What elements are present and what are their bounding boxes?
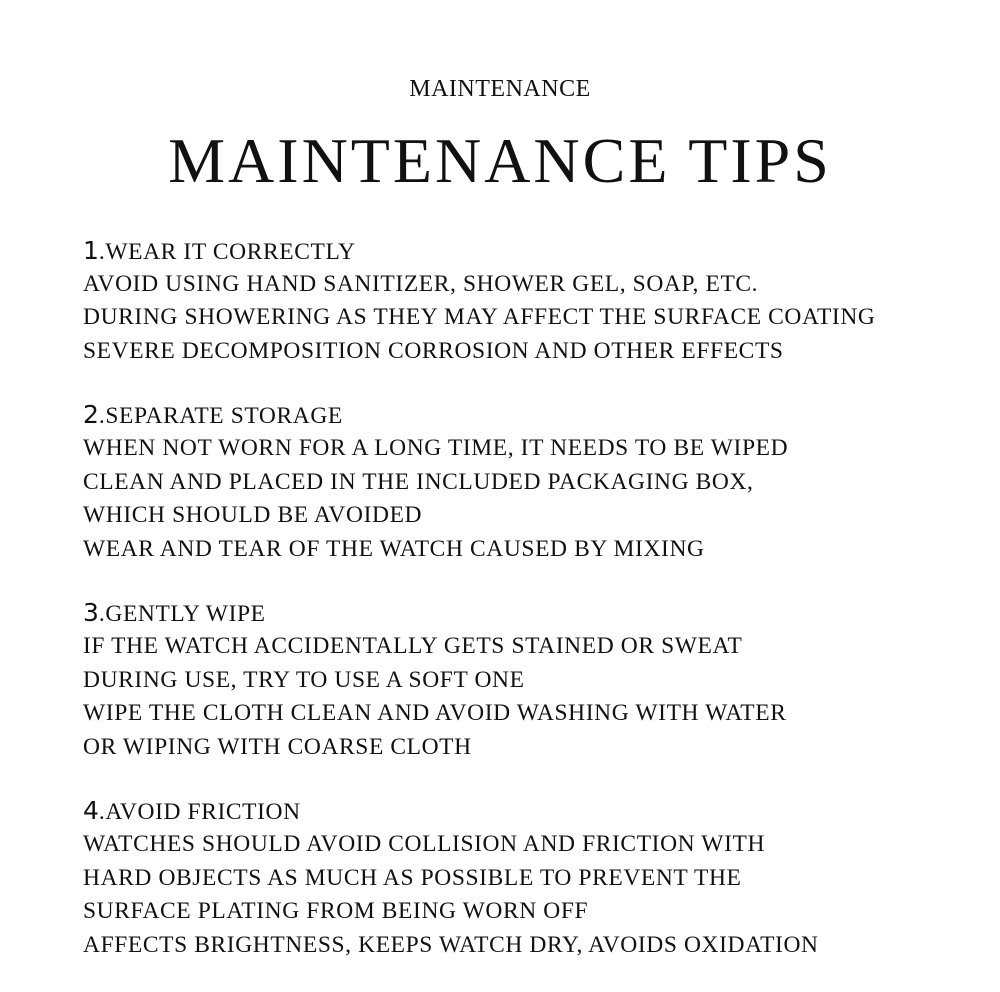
- tip-heading-text: .GENTLY WIPE: [98, 601, 266, 628]
- tip-gently-wipe: [83, 596, 973, 764]
- tip-line: WATCHES SHOULD AVOID COLLISION AND FRICTION WITH: [83, 830, 766, 857]
- tip-heading-text: .SEPARATE STORAGE: [98, 403, 343, 430]
- page-kicker: MAINTENANCE: [409, 76, 591, 102]
- tip-heading: [83, 234, 973, 268]
- page-title: MAINTENANCE TIPS: [168, 125, 832, 196]
- tip-line: IF THE WATCH ACCIDENTALLY GETS STAINED OR SWEAT: [83, 632, 743, 659]
- tip-heading-text: .AVOID FRICTION: [98, 799, 301, 826]
- tip-line: WHICH SHOULD BE AVOIDED: [83, 502, 423, 529]
- tip-line: OR WIPING WITH COARSE CLOTH: [83, 733, 472, 760]
- tip-line: SEVERE DECOMPOSITION CORROSION AND OTHER EFFECTS: [83, 337, 784, 364]
- tip-number: 1: [83, 236, 99, 265]
- tip-number: 4: [83, 796, 99, 826]
- tip-number: 3: [83, 598, 99, 628]
- tip-heading: [83, 596, 973, 630]
- tip-line: HARD OBJECTS AS MUCH AS POSSIBLE TO PREVENT THE: [83, 864, 742, 891]
- tip-wear-correctly: [83, 234, 973, 368]
- tip-line: AFFECTS BRIGHTNESS, KEEPS WATCH DRY, AVOIDS OXIDATION: [83, 931, 819, 958]
- tip-line: WIPE THE CLOTH CLEAN AND AVOID WASHING WITH WATER: [83, 700, 787, 727]
- tip-line: AVOID USING HAND SANITIZER, SHOWER GEL, SOAP, ETC.: [83, 270, 759, 297]
- tip-heading: [83, 794, 973, 828]
- tip-heading: [83, 398, 973, 432]
- tip-avoid-friction: [83, 794, 973, 962]
- tip-line: WHEN NOT WORN FOR A LONG TIME, IT NEEDS TO BE WIPED: [83, 434, 789, 461]
- tip-separate-storage: [83, 398, 973, 566]
- tip-line: DURING USE, TRY TO USE A SOFT ONE: [83, 666, 525, 693]
- tip-number: 2: [83, 400, 99, 430]
- tip-line: CLEAN AND PLACED IN THE INCLUDED PACKAGING BOX,: [83, 468, 754, 495]
- tip-line: SURFACE PLATING FROM BEING WORN OFF: [83, 898, 589, 925]
- tip-heading-text: .WEAR IT CORRECTLY: [98, 239, 356, 265]
- tips-list: [83, 234, 973, 992]
- tip-line: WEAR AND TEAR OF THE WATCH CAUSED BY MIXING: [83, 535, 705, 562]
- tip-line: DURING SHOWERING AS THEY MAY AFFECT THE SURFACE COATING: [83, 304, 876, 331]
